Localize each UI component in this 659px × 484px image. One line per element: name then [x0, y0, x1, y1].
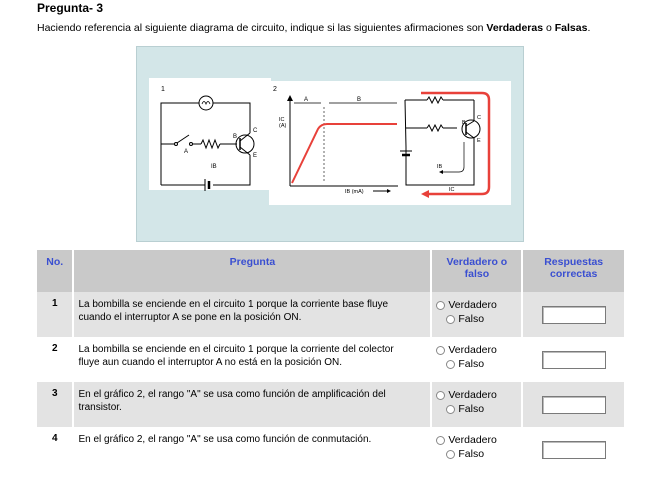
radio-false[interactable] [446, 450, 455, 459]
switch-label: A [184, 149, 189, 155]
row-number: 3 [37, 382, 73, 427]
question-text [73, 292, 431, 337]
true-false-options [431, 337, 522, 382]
panel-2-number: 2 [273, 86, 277, 93]
radio-true[interactable] [436, 391, 445, 400]
true-false-options [431, 292, 522, 337]
table-header [37, 250, 624, 292]
circuit2-ic-label: IC [449, 187, 455, 193]
circuit-diagram [137, 47, 523, 241]
question-text [73, 337, 431, 382]
range-a-label: A [304, 97, 309, 103]
option-true-label: Verdadero [448, 299, 497, 311]
radio-false[interactable] [446, 315, 455, 324]
question-line2: cuando el interruptor A se pone en la posición ON. [78, 312, 302, 323]
instructions [37, 22, 590, 34]
header-tf-line1: Verdadero o [446, 256, 508, 268]
option-false-label: Falso [458, 313, 485, 325]
option-true-label: Verdadero [448, 389, 497, 401]
option-false[interactable] [436, 447, 517, 461]
questions-table [37, 250, 624, 472]
circuit-figure [136, 46, 524, 242]
graph-panel [269, 81, 511, 205]
table-row [37, 337, 624, 382]
option-false-label: Falso [458, 358, 485, 370]
circuit-1 [149, 78, 271, 191]
option-false-label: Falso [458, 448, 485, 460]
page-title: Pregunta- 3 [37, 1, 104, 15]
question-line1: La bombilla se enciende en el circuito 1 porque la corriente base fluye [78, 299, 389, 310]
row-number: 4 [37, 427, 73, 472]
answer-cell [522, 337, 624, 382]
header-no: No. [37, 250, 73, 292]
radio-true[interactable] [436, 436, 445, 445]
emitter-label: E [253, 153, 258, 159]
circuit2-ib-label: IB [437, 164, 443, 170]
lamp-icon [199, 96, 213, 110]
question-line1: La bombilla se enciende en el circuito 1 porque la corriente del colector [78, 344, 394, 355]
answer-input[interactable] [542, 441, 606, 459]
option-true[interactable] [436, 388, 517, 402]
intro-end: . [587, 22, 591, 34]
header-tf-line2: falso [464, 268, 490, 280]
intro-false-word: Falsas [554, 22, 588, 34]
option-false[interactable] [436, 402, 517, 416]
table-row [37, 292, 624, 337]
row-number: 2 [37, 337, 73, 382]
row-number: 1 [37, 292, 73, 337]
header-true-false [431, 250, 522, 292]
base-label: B [233, 134, 238, 140]
radio-true[interactable] [436, 346, 445, 355]
answer-cell [522, 427, 624, 472]
header-question: Pregunta [73, 250, 431, 292]
option-false-label: Falso [458, 403, 485, 415]
question-line2: fluye aun cuando el interruptor A no está en la posición ON. [78, 357, 342, 368]
true-false-options [431, 427, 522, 472]
base-current-label: IB [211, 164, 217, 170]
intro-mid: o [543, 22, 555, 34]
option-false[interactable] [436, 357, 517, 371]
option-true[interactable] [436, 433, 517, 447]
option-true-label: Verdadero [448, 344, 497, 356]
answer-input[interactable] [542, 396, 606, 414]
answer-cell [522, 292, 624, 337]
option-true[interactable] [436, 298, 517, 312]
range-b-label: B [357, 97, 362, 103]
question-text [73, 427, 431, 472]
radio-false[interactable] [446, 360, 455, 369]
radio-false[interactable] [446, 405, 455, 414]
radio-true[interactable] [436, 301, 445, 310]
graph-xlabel: IB (mA) [345, 189, 364, 195]
question-text [73, 382, 431, 427]
question-line1: En el gráfico 2, el rango "A" se usa como función de amplificación del [78, 389, 386, 400]
graph-ylabel-bottom: (A) [279, 123, 287, 129]
header-ans-line2: correctas [550, 268, 598, 280]
answer-input[interactable] [542, 351, 606, 369]
answer-input[interactable] [542, 306, 606, 324]
option-true[interactable] [436, 343, 517, 357]
graph-ylabel-top: IC [279, 117, 285, 123]
option-true-label: Verdadero [448, 434, 497, 446]
circuit2-emitter-label: E [477, 138, 481, 144]
circuit2-base-label: B [462, 120, 466, 126]
header-ans-line1: Respuestas [544, 256, 604, 268]
question-line1: En el gráfico 2, el rango "A" se usa como función de conmutación. [78, 434, 372, 445]
header-answers [522, 250, 624, 292]
question-line2: transistor. [78, 402, 122, 413]
answer-cell [522, 382, 624, 427]
true-false-options [431, 382, 522, 427]
circuit2-collector-label: C [477, 115, 481, 121]
table-row [37, 382, 624, 427]
collector-label: C [253, 128, 258, 134]
intro-text: Haciendo referencia al siguiente diagrama de circuito, indique si las siguientes afirmaciones son [37, 22, 487, 34]
intro-true-word: Verdaderas [486, 22, 544, 34]
panel-1-number: 1 [161, 86, 165, 93]
table-row [37, 427, 624, 472]
option-false[interactable] [436, 312, 517, 326]
